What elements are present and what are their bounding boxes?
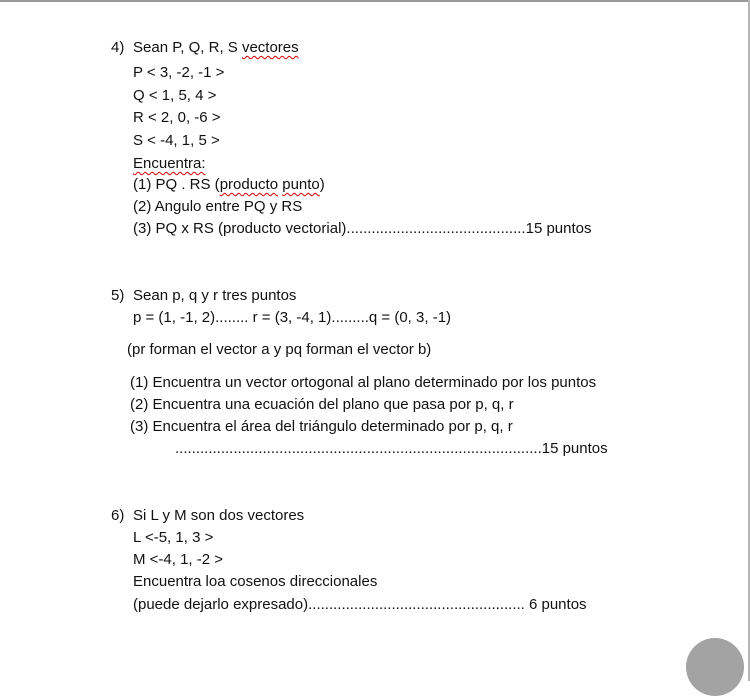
points-5: ........................................................................................15 puntos — [175, 440, 608, 457]
problem-4-intro: Sean P, Q, R, S vectores — [133, 39, 299, 56]
points-definition: p = (1, -1, 2)........ r = (3, -4, 1).........q = (0, 3, -1) — [133, 309, 452, 326]
problem-6-intro: Si L y M son dos vectores — [133, 507, 305, 524]
find-label: Encuentra: — [133, 155, 206, 172]
problem-6-number: 6) — [111, 507, 125, 524]
points-6: (puede dejarlo expresado).................................................... 6 puntos — [133, 596, 587, 613]
task-5-2: (2) Encuentra una ecuación del plano que pasa por p, q, r — [130, 396, 514, 413]
task-6: Encuentra loa cosenos direccionales — [133, 573, 378, 590]
floating-action-button[interactable] — [686, 638, 744, 696]
task-4-2: (2) Angulo entre PQ y RS — [133, 198, 303, 215]
problem-5-number: 5) — [111, 287, 125, 304]
vector-note: (pr forman el vector a y pq forman el vector b) — [127, 341, 432, 358]
vector-p: P < 3, -2, -1 > — [133, 64, 225, 81]
task-4-1: (1) PQ . RS (producto punto) — [133, 176, 325, 193]
spellcheck-word: vectores — [241, 39, 299, 56]
vector-m: M <-4, 1, -2 > — [133, 551, 224, 568]
problem-4-number: 4) — [111, 39, 125, 56]
vector-q: Q < 1, 5, 4 > — [133, 87, 217, 104]
vector-l: L <-5, 1, 3 > — [133, 529, 214, 546]
spellcheck-word: punto — [282, 176, 320, 193]
page-top-border — [0, 0, 750, 2]
vector-r: R < 2, 0, -6 > — [133, 109, 221, 126]
task-4-3: (3) PQ x RS (producto vectorial)...........................................15 puntos — [133, 220, 592, 237]
vector-s: S < -4, 1, 5 > — [133, 132, 220, 149]
task-5-1: (1) Encuentra un vector ortogonal al plano determinado por los puntos — [130, 374, 597, 391]
task-5-3: (3) Encuentra el área del triángulo determinado por p, q, r — [130, 418, 513, 435]
spellcheck-word: producto — [219, 176, 279, 193]
problem-5-intro: Sean p, q y r tres puntos — [133, 287, 297, 304]
